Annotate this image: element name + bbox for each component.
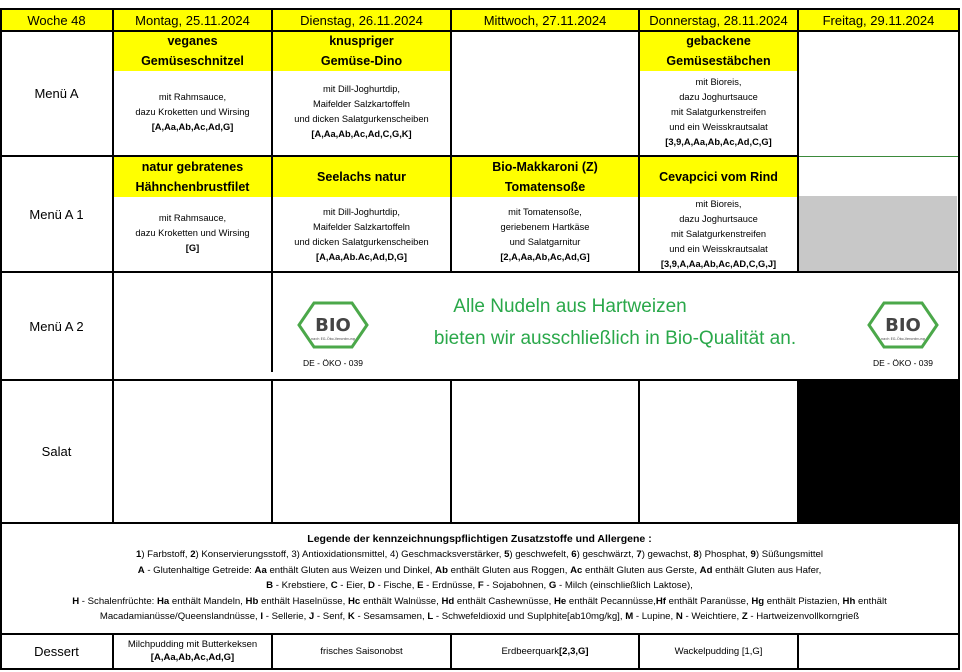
grid-line xyxy=(0,522,960,524)
row-label-menu-a: Menü A xyxy=(34,86,79,101)
day-header-wed: Mittwoch, 27.11.2024 xyxy=(451,9,639,31)
grid-line xyxy=(271,634,273,669)
menu-a-mon-title: veganes Gemüseschnitzel xyxy=(114,31,271,71)
bio-logo-left-text: BIO xyxy=(315,315,351,336)
row-label-dessert: Dessert xyxy=(34,643,79,659)
grid-line xyxy=(0,8,2,670)
bio-code-left: DE - ÖKO - 039 xyxy=(303,358,363,368)
dessert-mon: Milchpudding mit Butterkeksen [A,Aa,Ab,Ac,Ad,G] xyxy=(127,639,258,663)
dessert-thu: Wackelpudding [1,G] xyxy=(674,645,763,657)
day-header-tue: Dienstag, 26.11.2024 xyxy=(272,9,451,31)
grid-line xyxy=(450,380,452,523)
bio-logo-right-text: BIO xyxy=(885,315,921,336)
menu-a1-wed-desc: mit Tomatensoße, geriebenem Hartkäse und Salatgarnitur [2,A,Aa,Ab,Ac,Ad,G] xyxy=(500,207,590,262)
grid-line xyxy=(0,379,960,381)
menu-a1-mon-title: natur gebratenes Hähnchenbrustfilet xyxy=(114,157,271,197)
grid-line xyxy=(112,634,114,669)
grid-line xyxy=(271,8,273,372)
grid-line xyxy=(958,8,960,670)
grid-line xyxy=(0,633,960,635)
grid-line xyxy=(0,271,960,273)
friday-a1-grey-block xyxy=(799,196,957,271)
week-label: Woche 48 xyxy=(0,9,113,31)
legend-line-2: A - Glutenhaltige Getreide: Aa enthält Gluten aus Weizen und Dinkel, Ab enthält Gluten aus Roggen, Ac enthält Gluten aus Gerste, Ad enthält Gluten aus Hafer, xyxy=(137,564,822,576)
legend-line-1: 1) Farbstoff, 2) Konservierungsstoff, 3) Antioxidationsmittel, 4) Geschmacksverstärker, 5) geschwefelt, 6) geschwärzt, 7) gewachst, 8) Phosphat, 9) Süßungsmittel xyxy=(135,549,824,561)
grid-line xyxy=(798,156,959,157)
legend-line-4: H - Schalenfrüchte: Ha enthält Mandeln, Hb enthält Haselnüsse, Hc enthält Walnüsse, Hd enthält Cashewnüsse, He enthält Pecannüsse,Hf enthält Paranüsse, Hg enthält Pistazien, Hh enthält xyxy=(72,595,887,607)
grid-line xyxy=(450,8,452,272)
grid-line xyxy=(638,634,640,669)
bio-logo-right xyxy=(864,300,942,368)
banner-line-1: Alle Nudeln aus Hartweizen xyxy=(453,296,687,317)
menu-a1-mon-desc: mit Rahmsauce, dazu Kroketten und Wirsing [G] xyxy=(135,213,250,253)
bio-logo-right-small: nach EG-Öko-Verordnung xyxy=(880,337,926,341)
bio-code-right: DE - ÖKO - 039 xyxy=(873,358,933,368)
day-header-mon: Montag, 25.11.2024 xyxy=(113,9,272,31)
grid-line xyxy=(271,380,273,523)
legend-line-3: B - Krebstiere, C - Eier, D - Fische, E - Erdnüsse, F - Sojabohnen, G - Milch (einschließlich Laktose), xyxy=(266,580,693,592)
grid-line xyxy=(450,634,452,669)
grid-line xyxy=(638,380,640,523)
grid-line xyxy=(638,8,640,272)
bio-logo-left-small: nach EG-Öko-Verordnung xyxy=(310,337,356,341)
grid-line xyxy=(797,8,799,272)
menu-a-tue-desc: mit Dill-Joghurtdip, Maifelder Salzkartoffeln und dicken Salatgurkenscheiben [A,Aa,Ab,Ac,Ad,C,G,K] xyxy=(294,84,429,139)
legend-title: Legende der kennzeichnungspflichtigen Zusatzstoffe und Allergene : xyxy=(307,533,652,545)
grid-line xyxy=(112,272,114,380)
menu-a-mon-desc: mit Rahmsauce, dazu Kroketten und Wirsing [A,Aa,Ab,Ac,Ad,G] xyxy=(135,92,250,132)
menu-a-thu-title: gebackene Gemüsestäbchen xyxy=(640,31,797,71)
day-header-fri: Freitag, 29.11.2024 xyxy=(798,9,959,31)
grid-line xyxy=(0,668,960,670)
grid-line xyxy=(0,155,798,157)
grid-line xyxy=(0,8,960,10)
legend-block xyxy=(2,532,957,628)
row-label-salat: Salat xyxy=(41,444,72,459)
menu-a1-thu-desc: mit Bioreis, dazu Joghurtsauce mit Salatgurkenstreifen und ein Weisskrautsalat [3,9,A,Aa,Ab,Ac,AD,C,G,J] xyxy=(660,198,777,269)
menu-a-thu-desc: mit Bioreis, dazu Joghurtsauce mit Salatgurkenstreifen und ein Weisskrautsalat [3,9,A,Aa,Ab,Ac,Ad,C,G] xyxy=(665,76,772,147)
friday-salat-black-block xyxy=(798,380,959,523)
grid-line xyxy=(797,380,799,523)
legend-line-5: Macadamianüsse/Queenslandnüsse, I - Sellerie, J - Senf, K - Sesamsamen, L - Schwefeldioxid und Suplphite[ab10mg/kg], M - Lupine, N - Weichtiere, Z - Hartweizenvollkorngrieß xyxy=(99,611,860,623)
grid-line xyxy=(0,30,960,32)
row-label-menu-a1: Menü A 1 xyxy=(29,206,84,222)
menu-a1-wed-title: Bio-Makkaroni (Z) Tomatensoße xyxy=(452,157,638,197)
grid-line xyxy=(112,380,114,523)
bio-logo-left xyxy=(294,300,372,368)
day-header-thu: Donnerstag, 28.11.2024 xyxy=(639,9,798,31)
banner-line-2: bieten wir ausschließlich in Bio-Qualität an. xyxy=(433,328,797,349)
dessert-wed: Erdbeerquark [2,3,G] xyxy=(501,645,589,657)
menu-a1-tue-desc: mit Dill-Joghurtdip, Maifelder Salzkartoffeln und dicken Salatgurkenscheiben [A,Aa,Ab.Ac,Ad,D,G] xyxy=(294,207,429,262)
dessert-tue: frisches Saisonobst xyxy=(320,645,403,657)
row-label-menu-a2: Menü A 2 xyxy=(29,318,84,334)
menu-a1-thu-title: Cevapcici vom Rind xyxy=(640,157,797,197)
grid-line xyxy=(797,634,799,669)
menu-a1-tue-title: Seelachs natur xyxy=(273,157,450,197)
menu-a-tue-title: knuspriger Gemüse-Dino xyxy=(273,31,450,71)
